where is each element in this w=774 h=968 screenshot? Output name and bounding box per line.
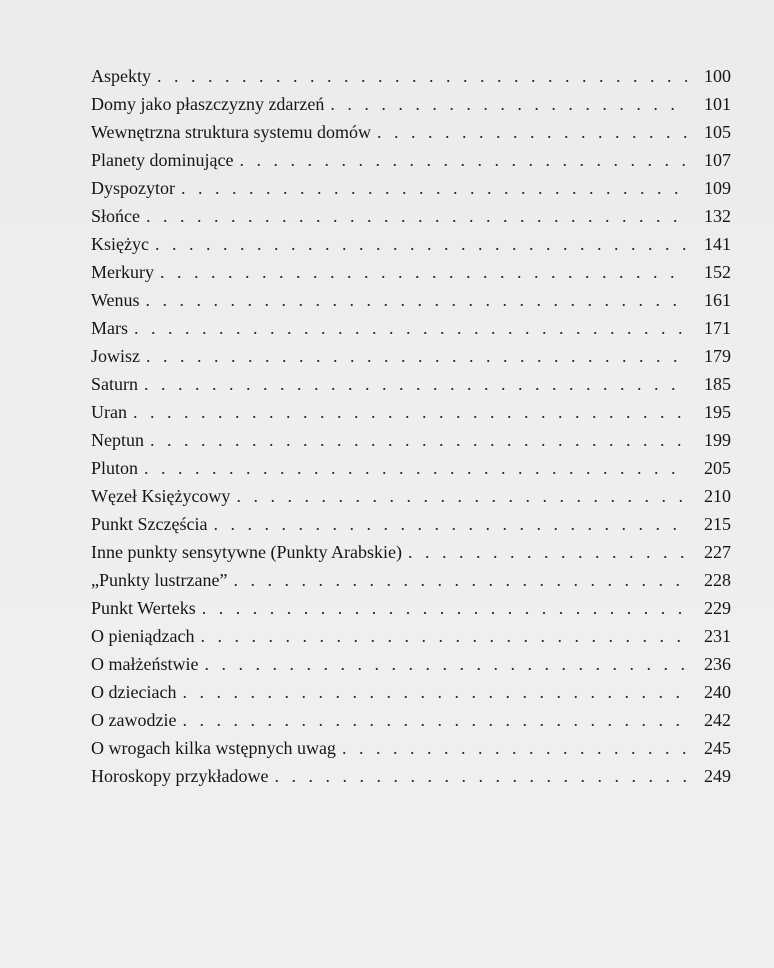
toc-entry-page: 105 — [704, 122, 731, 142]
toc-leader-dots — [160, 258, 687, 286]
toc-entry — [91, 398, 731, 426]
toc-leader-dots — [144, 370, 687, 398]
toc-entry-page: 179 — [704, 346, 731, 366]
toc-entry-page: 205 — [704, 458, 731, 478]
toc-entry — [91, 426, 731, 454]
toc-leader-dots — [408, 538, 687, 566]
toc-leader-dots — [146, 202, 687, 230]
toc-entry — [91, 566, 731, 594]
toc-entry-title: Mars — [91, 318, 128, 338]
toc-entry-page: 229 — [704, 598, 731, 618]
toc-entry-page: 236 — [704, 654, 731, 674]
toc-entry-title: Inne punkty sensytywne (Punkty Arabskie) — [91, 542, 402, 562]
toc-entry-page: 132 — [704, 206, 731, 226]
toc-entry-page: 228 — [704, 570, 731, 590]
toc-entry — [91, 118, 731, 146]
toc-entry-title: Domy jako płaszczyzny zdarzeń — [91, 94, 325, 114]
toc-entry-title: O małżeństwie — [91, 654, 199, 674]
toc-leader-dots — [239, 146, 687, 174]
toc-entry-title: Wenus — [91, 290, 140, 310]
toc-leader-dots — [155, 230, 687, 258]
toc-entry-title: Punkt Szczęścia — [91, 514, 208, 534]
toc-entry-page: 195 — [704, 402, 731, 422]
table-of-contents — [91, 62, 731, 790]
toc-leader-dots — [236, 482, 687, 510]
toc-entry-title: Punkt Werteks — [91, 598, 196, 618]
toc-entry-title: „Punkty lustrzane” — [91, 570, 228, 590]
toc-leader-dots — [144, 454, 687, 482]
toc-entry — [91, 314, 731, 342]
toc-leader-dots — [213, 510, 687, 538]
toc-leader-dots — [202, 594, 687, 622]
toc-leader-dots — [182, 678, 687, 706]
toc-entry-title: Neptun — [91, 430, 144, 450]
toc-entry — [91, 258, 731, 286]
toc-entry — [91, 510, 731, 538]
toc-leader-dots — [146, 286, 687, 314]
toc-entry-title: Uran — [91, 402, 127, 422]
toc-leader-dots — [330, 90, 687, 118]
toc-leader-dots — [181, 174, 687, 202]
toc-entry-page: 109 — [704, 178, 731, 198]
toc-entry-page: 231 — [704, 626, 731, 646]
toc-entry-page: 242 — [704, 710, 731, 730]
toc-entry-title: Dyspozytor — [91, 178, 175, 198]
toc-entry — [91, 734, 731, 762]
toc-leader-dots — [200, 622, 687, 650]
toc-entry — [91, 286, 731, 314]
toc-leader-dots — [146, 342, 687, 370]
toc-entry — [91, 482, 731, 510]
toc-entry-page: 185 — [704, 374, 731, 394]
toc-entry-title: Aspekty — [91, 66, 151, 86]
toc-entry-title: Węzeł Księżycowy — [91, 486, 231, 506]
toc-leader-dots — [377, 118, 687, 146]
toc-entry-title: O pieniądzach — [91, 626, 195, 646]
toc-leader-dots — [133, 398, 687, 426]
toc-entry-page: 199 — [704, 430, 731, 450]
toc-entry-page: 107 — [704, 150, 731, 170]
toc-entry-title: Słońce — [91, 206, 140, 226]
toc-entry-page: 152 — [704, 262, 731, 282]
toc-entry — [91, 538, 731, 566]
toc-leader-dots — [134, 314, 687, 342]
toc-leader-dots — [182, 706, 687, 734]
toc-entry-page: 227 — [704, 542, 731, 562]
toc-entry — [91, 202, 731, 230]
toc-entry-title: O dzieciach — [91, 682, 177, 702]
toc-entry-page: 100 — [704, 66, 731, 86]
toc-leader-dots — [233, 566, 687, 594]
toc-entry — [91, 650, 731, 678]
toc-entry-page: 210 — [704, 486, 731, 506]
toc-entry — [91, 706, 731, 734]
toc-entry-title: Saturn — [91, 374, 138, 394]
toc-leader-dots — [157, 62, 687, 90]
toc-entry-page: 215 — [704, 514, 731, 534]
toc-entry-title: O zawodzie — [91, 710, 177, 730]
toc-entry — [91, 622, 731, 650]
toc-entry — [91, 62, 731, 90]
toc-entry — [91, 90, 731, 118]
toc-entry-title: Wewnętrzna struktura systemu domów — [91, 122, 371, 142]
toc-entry-title: Planety dominujące — [91, 150, 234, 170]
toc-leader-dots — [274, 762, 687, 790]
toc-entry-title: Pluton — [91, 458, 139, 478]
toc-entry — [91, 174, 731, 202]
toc-entry-page: 171 — [704, 318, 731, 338]
toc-entry-page: 249 — [704, 766, 731, 786]
toc-entry-page: 101 — [704, 94, 731, 114]
toc-entry-title: O wrogach kilka wstępnych uwag — [91, 738, 336, 758]
toc-entry — [91, 454, 731, 482]
toc-entry-title: Merkury — [91, 262, 154, 282]
toc-entry-title: Horoskopy przykładowe — [91, 766, 269, 786]
toc-entry — [91, 594, 731, 622]
toc-entry — [91, 146, 731, 174]
toc-entry-page: 245 — [704, 738, 731, 758]
toc-leader-dots — [150, 426, 687, 454]
toc-leader-dots — [342, 734, 687, 762]
toc-entry-page: 161 — [704, 290, 731, 310]
toc-entry-page: 141 — [704, 234, 731, 254]
toc-entry — [91, 230, 731, 258]
toc-entry-title: Księżyc — [91, 234, 149, 254]
toc-entry — [91, 762, 731, 790]
toc-entry — [91, 342, 731, 370]
toc-leader-dots — [204, 650, 687, 678]
toc-entry — [91, 678, 731, 706]
toc-entry-title: Jowisz — [91, 346, 140, 366]
toc-entry — [91, 370, 731, 398]
toc-entry-page: 240 — [704, 682, 731, 702]
